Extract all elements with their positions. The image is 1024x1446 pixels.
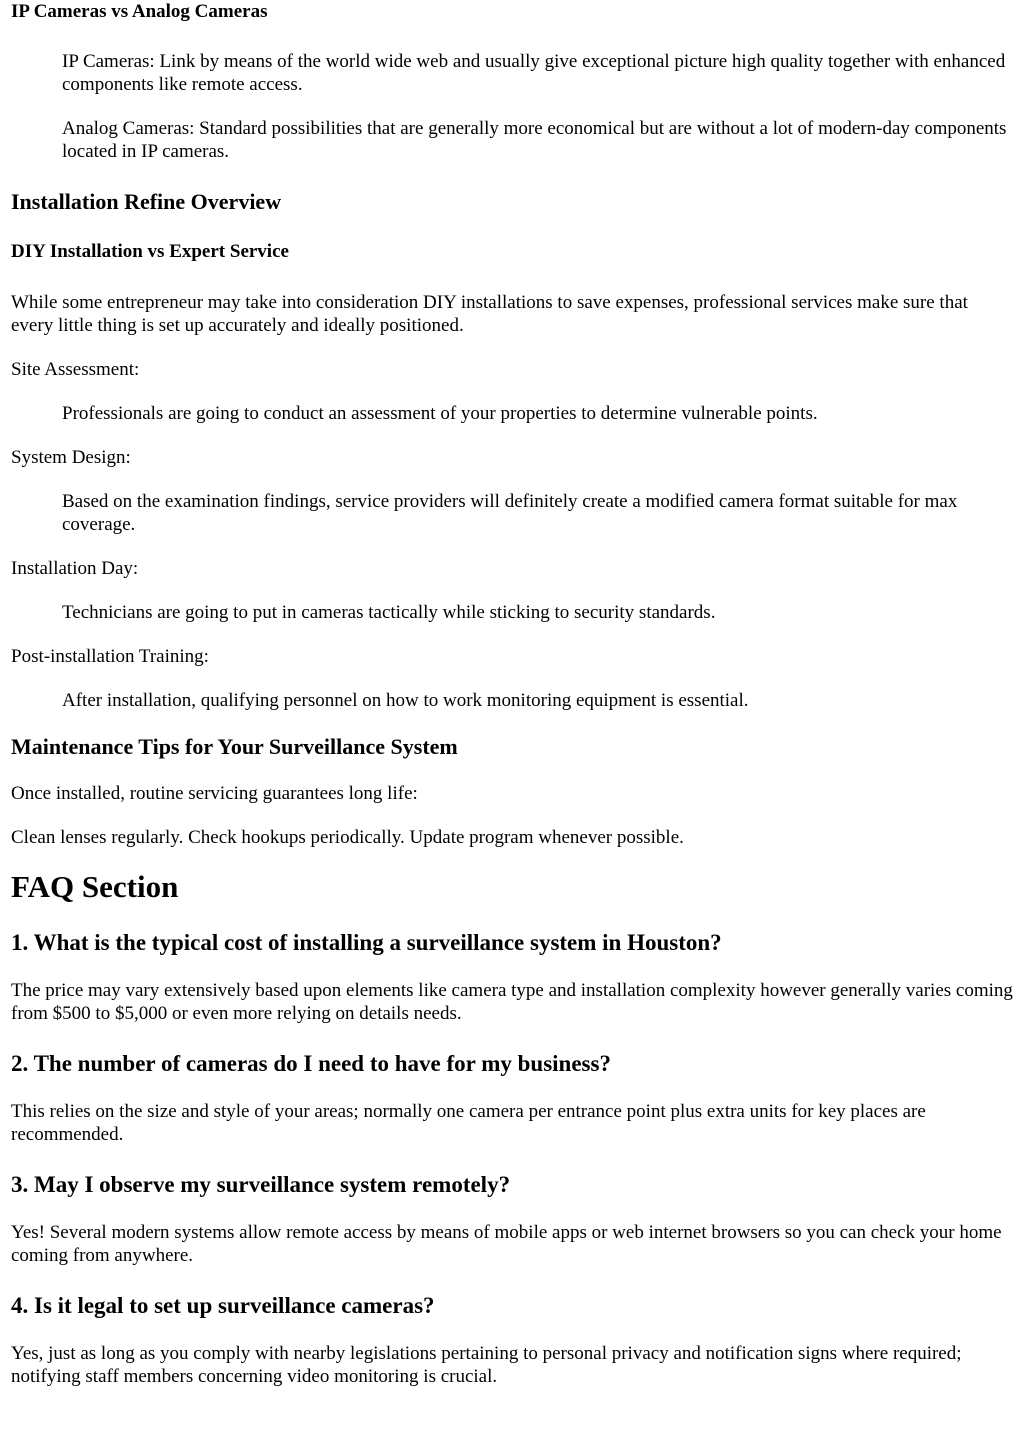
faq-question: 4. Is it legal to set up surveillance cameras? <box>11 1293 435 1318</box>
step-term: Installation Day: <box>11 558 139 579</box>
ip-cameras-item: IP Cameras: Link by means of the world wide web and usually give exceptional picture high quality together with enhanced components like remote access. <box>62 51 1006 95</box>
faq-answer: Yes! Several modern systems allow remote access by means of mobile apps or web internet browsers so you can check your home coming from anywhere. <box>11 1222 1002 1266</box>
maintenance-intro: Once installed, routine servicing guarantees long life: <box>11 783 418 804</box>
faq-answer: Yes, just as long as you comply with nearby legislations pertaining to personal privacy and notification signs where required; notifying staff members concerning video monitoring is crucial. <box>11 1343 962 1387</box>
installation-subheading: DIY Installation vs Expert Service <box>11 241 289 262</box>
step-term: Site Assessment: <box>11 359 140 380</box>
maintenance-heading: Maintenance Tips for Your Surveillance System <box>11 734 458 759</box>
step-description: Professionals are going to conduct an assessment of your properties to determine vulnerable points. <box>62 403 818 424</box>
faq-heading: FAQ Section <box>11 869 179 904</box>
step-term: Post-installation Training: <box>11 646 209 667</box>
faq-question: 1. What is the typical cost of installing a surveillance system in Houston? <box>11 930 722 955</box>
step-term: System Design: <box>11 447 131 468</box>
ip-vs-analog-heading: IP Cameras vs Analog Cameras <box>11 1 268 22</box>
step-description: Technicians are going to put in cameras tactically while sticking to security standards. <box>62 602 716 623</box>
installation-intro: While some entrepreneur may take into consideration DIY installations to save expenses, professional services make sure that every little thing is set up accurately and ideally positioned. <box>11 292 968 336</box>
analog-cameras-item: Analog Cameras: Standard possibilities that are generally more economical but are without a lot of modern-day components located in IP cameras. <box>62 118 1007 162</box>
step-description: After installation, qualifying personnel on how to work monitoring equipment is essential. <box>62 690 749 711</box>
faq-question: 2. The number of cameras do I need to have for my business? <box>11 1051 611 1076</box>
faq-answer: This relies on the size and style of your areas; normally one camera per entrance point plus extra units for key places are recommended. <box>11 1101 926 1145</box>
faq-answer: The price may vary extensively based upon elements like camera type and installation complexity however generally varies coming from $500 to $5,000 or even more relying on details needs. <box>11 980 1013 1024</box>
step-description: Based on the examination findings, service providers will definitely create a modified camera format suitable for max coverage. <box>62 491 958 535</box>
installation-heading: Installation Refine Overview <box>11 189 282 214</box>
faq-question: 3. May I observe my surveillance system remotely? <box>11 1172 511 1197</box>
maintenance-tips: Clean lenses regularly. Check hookups periodically. Update program whenever possible. <box>11 827 684 848</box>
